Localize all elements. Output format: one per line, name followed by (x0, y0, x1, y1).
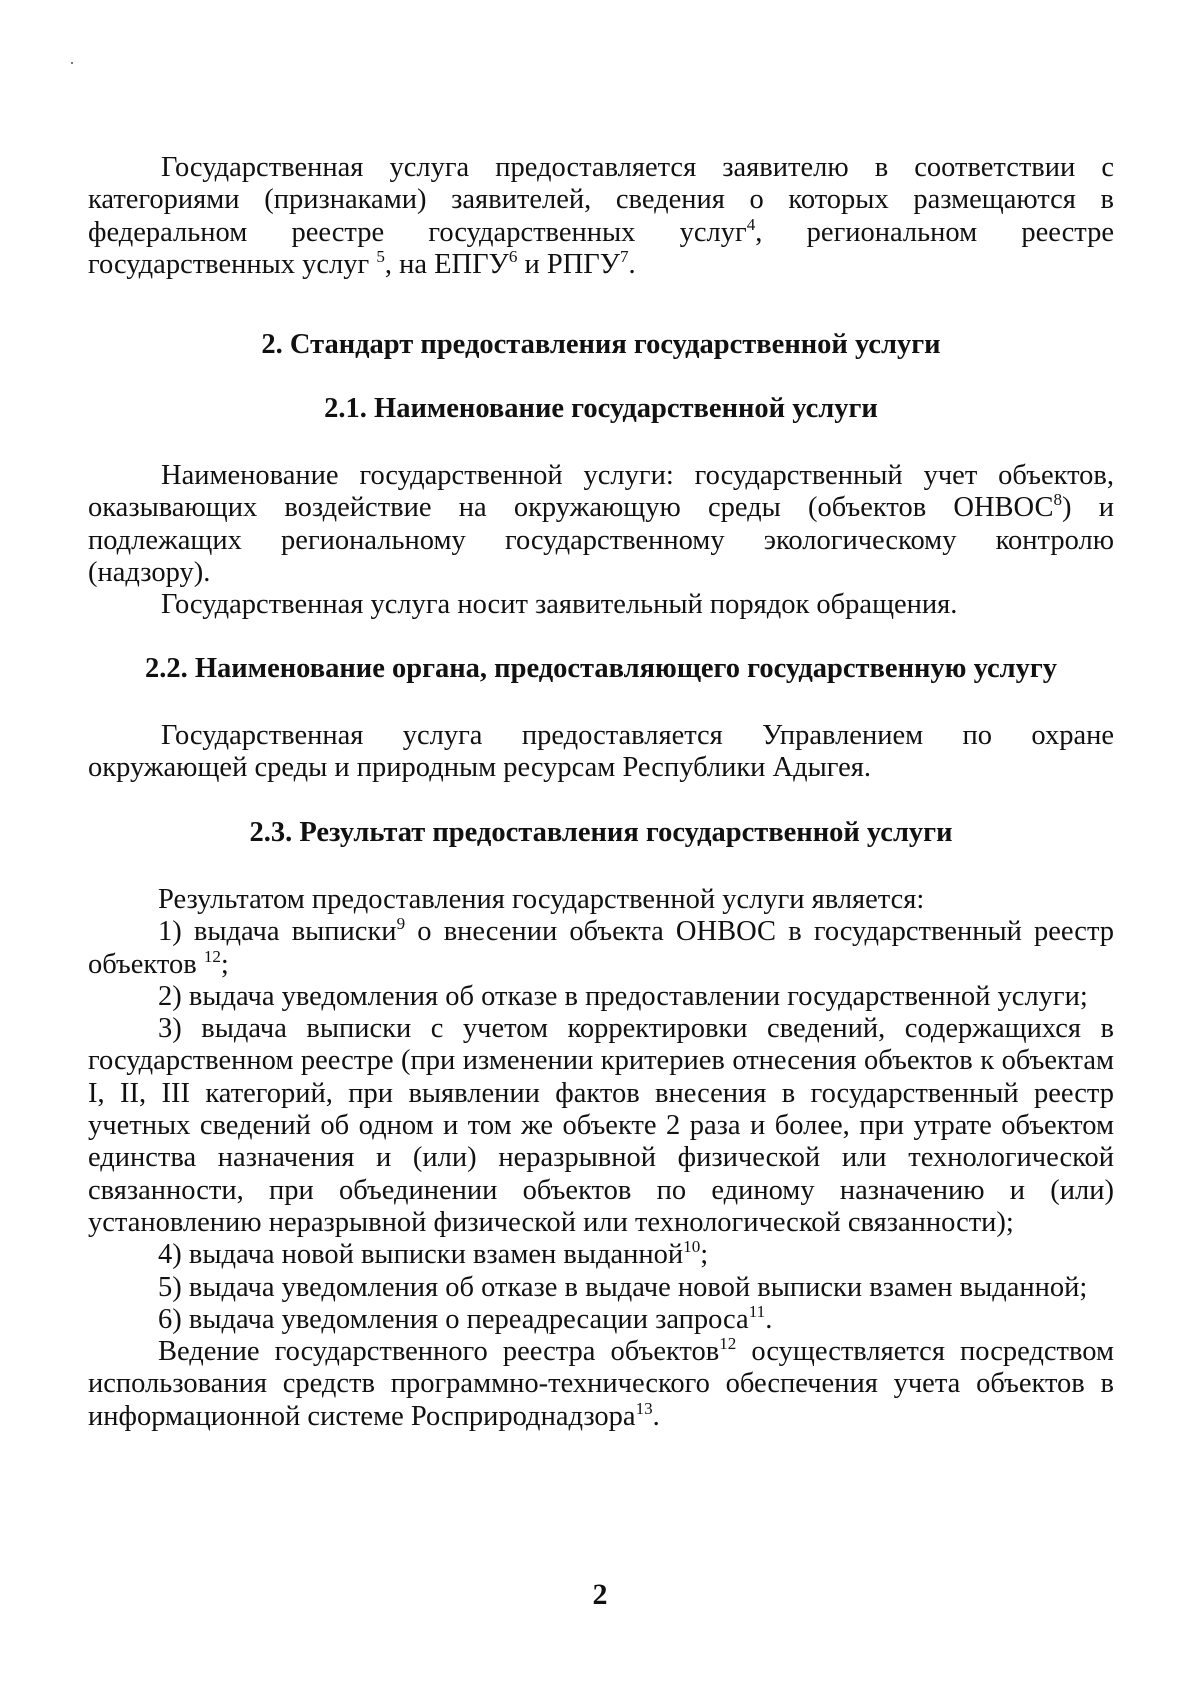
section-2-1-paragraph-1 (88, 460, 1114, 589)
closing-text-end: . (652, 1400, 660, 1432)
result-item-5: 5) выдача уведомления об отказе в выдаче новой выписки взамен выданной; (158, 1271, 1088, 1303)
footnote-ref-12b: 12 (719, 1334, 737, 1354)
intro-paragraph (88, 152, 1114, 281)
result-item-6-text: 6) выдача уведомления о переадресации запроса (158, 1303, 749, 1335)
section-2-2-heading: 2.2. Наименование органа, предоставляющего государственную услугу (144, 653, 1058, 684)
scan-speck (71, 62, 73, 64)
section-2-1-text-1: Наименование государственной услуги: государственный учет объектов, оказывающих воздействие на окружающую среды (объектов ОНВОС (88, 460, 1114, 524)
section-2-1-paragraph-2: Государственная услуга носит заявительный порядок обращения. (161, 589, 958, 621)
result-item-6-text-end: . (765, 1303, 773, 1335)
footnote-ref-7: 7 (619, 246, 629, 266)
footnote-ref-12: 12 (203, 946, 221, 966)
section-2-2-paragraph: Государственная услуга предоставляется Управлением по охране окружающей среды и природным ресурсам Республики Адыгея. (88, 720, 1114, 784)
result-item-1 (88, 916, 1114, 981)
result-item-4-text: 4) выдача новой выписки взамен выданной (158, 1239, 684, 1271)
footnote-ref-9: 9 (396, 914, 406, 934)
footnote-ref-4: 4 (746, 214, 756, 234)
footnote-ref-8: 8 (1053, 490, 1063, 510)
result-item-3: 3) выдача выписки с учетом корректировки сведений, содержащихся в государственном реестре (при изменении критериев отнесения объектов к объектам I, II, III категорий, при выявлении фактов внесения в государственный реестр учетных сведений об одном и том же объекте 2 раза и более, при утрате объектом единства назначения и (или) неразрывной физической или технологической связанности, при объединении объектов по единому назначению и (или) установлению неразрывной физической или технологической связанности); (88, 1013, 1114, 1238)
footnote-ref-5: 5 (376, 246, 385, 266)
footnote-ref-10: 10 (683, 1237, 701, 1257)
result-item-2: 2) выдача уведомления об отказе в предоставлении государственной услуги; (158, 980, 1088, 1012)
section-2-1-text-2: ) и подлежащих региональному государственному экологическому контролю (надзору). (88, 492, 1114, 588)
section-2-heading: 2. Стандарт предоставления государственной услуги (261, 329, 941, 360)
intro-text-end: . (628, 248, 636, 280)
section-2-3-heading: 2.3. Результат предоставления государственной услуги (249, 817, 953, 848)
page-number: 2 (592, 1578, 608, 1611)
footnote-ref-11: 11 (748, 1301, 766, 1321)
intro-text-2: , региональном реестре государственных услуг (88, 216, 1114, 280)
footnote-ref-13: 13 (635, 1398, 653, 1418)
closing-text-1: Ведение государственного реестра объектов (158, 1336, 720, 1368)
intro-text-3: , на ЕПГУ (384, 248, 509, 280)
section-2-3-lead: Результатом предоставления государственной услуги является: (158, 884, 925, 915)
section-2-3-closing (88, 1336, 1114, 1433)
result-item-4-text-end: ; (700, 1239, 709, 1271)
section-2-3-body (88, 884, 1114, 1433)
section-2-1-body (88, 460, 1114, 621)
section-2-2-body (88, 720, 1114, 785)
result-item-1-text-end: ; (220, 948, 229, 980)
result-item-4 (88, 1239, 1114, 1271)
result-item-6 (88, 1301, 1114, 1336)
section-2-1-heading: 2.1. Наименование государственной услуги (324, 393, 878, 424)
intro-paragraph-block (88, 152, 1114, 281)
result-item-1-text-1: 1) выдача выписки (158, 916, 397, 948)
footnote-ref-6: 6 (508, 246, 518, 266)
intro-text-1: Государственная услуга предоставляется заявителю в соответствии с категориями (признаками) заявителей, сведения о которых размещаются в федеральном реестре государственных услуг (88, 152, 1114, 248)
result-item-1-text-2: о внесении объекта ОНВОС в государственный реестр объектов (88, 916, 1114, 980)
intro-text-4: и РПГУ (517, 248, 620, 280)
closing-text-2: осуществляется посредством использования средств программно-технического обеспечения учета объектов в информационной системе Росприроднадзора (88, 1336, 1115, 1432)
